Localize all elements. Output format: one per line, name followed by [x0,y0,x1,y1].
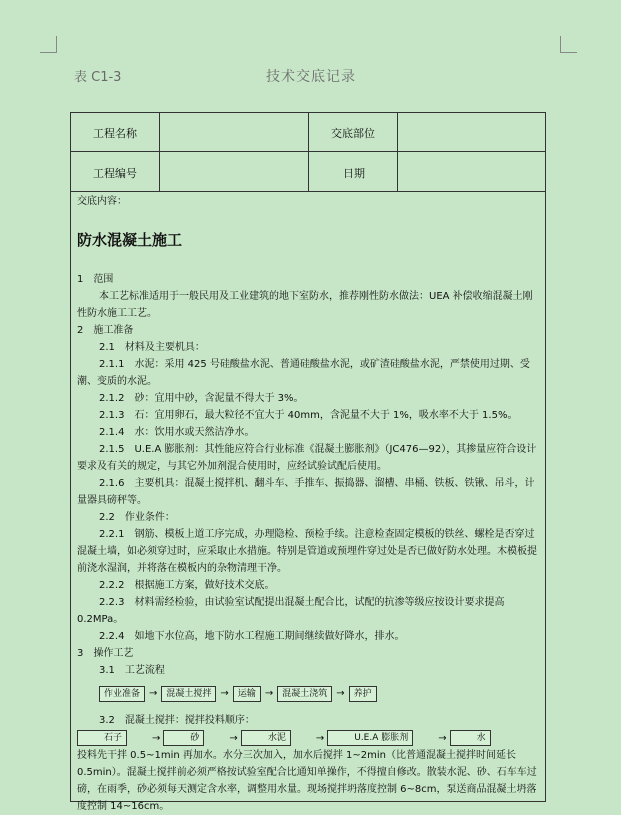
paragraph: 2.1.6 主要机具：混凝土搅拌机、翻斗车、手推车、振捣器、溜槽、串桶、铁板、铁锹、吊斗，计量器具磅秤等。 [77,478,535,506]
mix-item: U.E.A 膨胀剂 [327,730,413,746]
arrow-icon: → [229,732,238,744]
record-table [70,112,546,812]
section-heading: 3 操作工艺 [77,648,134,659]
project-no-label: 工程编号 [93,167,137,180]
section-heading: 2 施工准备 [77,325,134,336]
handover-content [77,193,541,815]
col-divider [159,113,160,192]
paragraph: 2.2.3 材料需经检验，由试验室试配提出混凝土配合比，试配的抗渗等级应按设计要求提高 0.2MPa。 [77,597,505,625]
paragraph: 本工艺标准适用于一般民用及工业建筑的地下室防水，推荐刚性防水做法：UEA 补偿收缩混凝土刚性防水施工工艺。 [77,291,533,319]
arrow-icon: → [264,688,274,699]
crop-mark-top-left [40,36,57,53]
form-code: 表 C1-3 [74,70,122,85]
arrow-icon: → [152,732,161,744]
paragraph [77,712,541,747]
document-title: 防水混凝土施工 [77,231,183,249]
paragraph: 2.1.1 水泥：采用 425 号硅酸盐水泥、普通硅酸盐水泥，或矿渣硅酸盐水泥，严禁使用过期、受潮、变质的水泥。 [77,359,530,387]
paragraph: 2.1.2 砂：宜用中砂，含泥量不得大于 3%。 [99,393,304,404]
crop-mark-top-right [560,36,577,53]
subsection-heading: 3.1 工艺流程 [99,665,165,676]
location-label: 交底部位 [331,127,375,140]
flow-step: 混凝土浇筑 [277,686,332,702]
mix-item: 砂 [163,730,204,746]
flow-step: 混凝土搅拌 [161,686,216,702]
section-heading: 1 范围 [77,274,114,285]
arrow-icon: → [220,688,229,699]
subsection-heading: 2.2 作业条件： [99,512,175,523]
mix-item: 水泥 [241,730,291,746]
paragraph: 2.1.4 水：饮用水或天然洁净水。 [99,427,255,438]
col-divider [308,113,309,192]
mix-order [77,730,491,747]
flow-step: 养护 [349,686,377,702]
process-flow [99,685,541,702]
flow-step: 运输 [233,686,261,702]
mix-item: 石子 [77,730,127,746]
paragraph: 2.1.3 石：宜用卵石，最大粒径不宜大于 40mm，含泥量不大于 1%，吸水率不大于 1.5%。 [99,410,518,421]
col-divider [397,113,398,192]
arrow-icon: → [336,688,345,699]
subsection-heading: 2.1 材料及主要机具： [99,342,205,353]
mix-order-lead: 3.2 混凝土搅拌：搅拌投料顺序： [99,715,255,726]
date-label: 日期 [343,167,365,180]
paragraph: 2.2.1 钢筋、模板上道工序完成，办理隐检、预检手续。注意检查固定模板的铁丝、螺栓是否穿过混凝土墙，如必须穿过时，应采取止水措施。特别是管道或预埋件穿过处是否已做好防水处理。木模板提前浇水湿润，并将落在模板内的杂物清理干净。 [77,529,537,574]
paragraph: 2.2.2 根据施工方案，做好技术交底。 [99,580,275,591]
paragraph: 2.2.4 如地下水位高，地下防水工程施工期间继续做好降水，排水。 [99,631,405,642]
mix-item: 水 [450,730,491,746]
flow-step: 作业准备 [99,686,145,702]
project-name-label: 工程名称 [93,127,137,140]
paragraph: 2.1.5 U.E.A 膨胀剂：其性能应符合行业标准《混凝土膨胀剂》（JC476—92），其掺量应符合设计要求及有关的规定，与其它外加剂混合使用时，应经试验试配后使用。 [77,444,537,472]
content-label: 交底内容： [77,196,127,207]
paragraph: 投料先干拌 0.5~1min 再加水。水分三次加入，加水后搅拌 1~2min（比普通混凝土搅拌时间延长 0.5min）。混凝土搅拌前必须严格按试验室配合比通知单操作，不得擅自修改。散装水泥、砂、石车车过磅，在雨季，砂必须每天测定含水率，调整用水量。现场搅拌坍落度控制 6~8cm，泵送商品混凝土坍落度控制 14~16cm。 [77,749,537,812]
arrow-icon: → [315,732,325,744]
arrow-icon: → [438,732,447,744]
arrow-icon: → [149,688,158,699]
page-title: 技术交底记录 [266,69,356,85]
